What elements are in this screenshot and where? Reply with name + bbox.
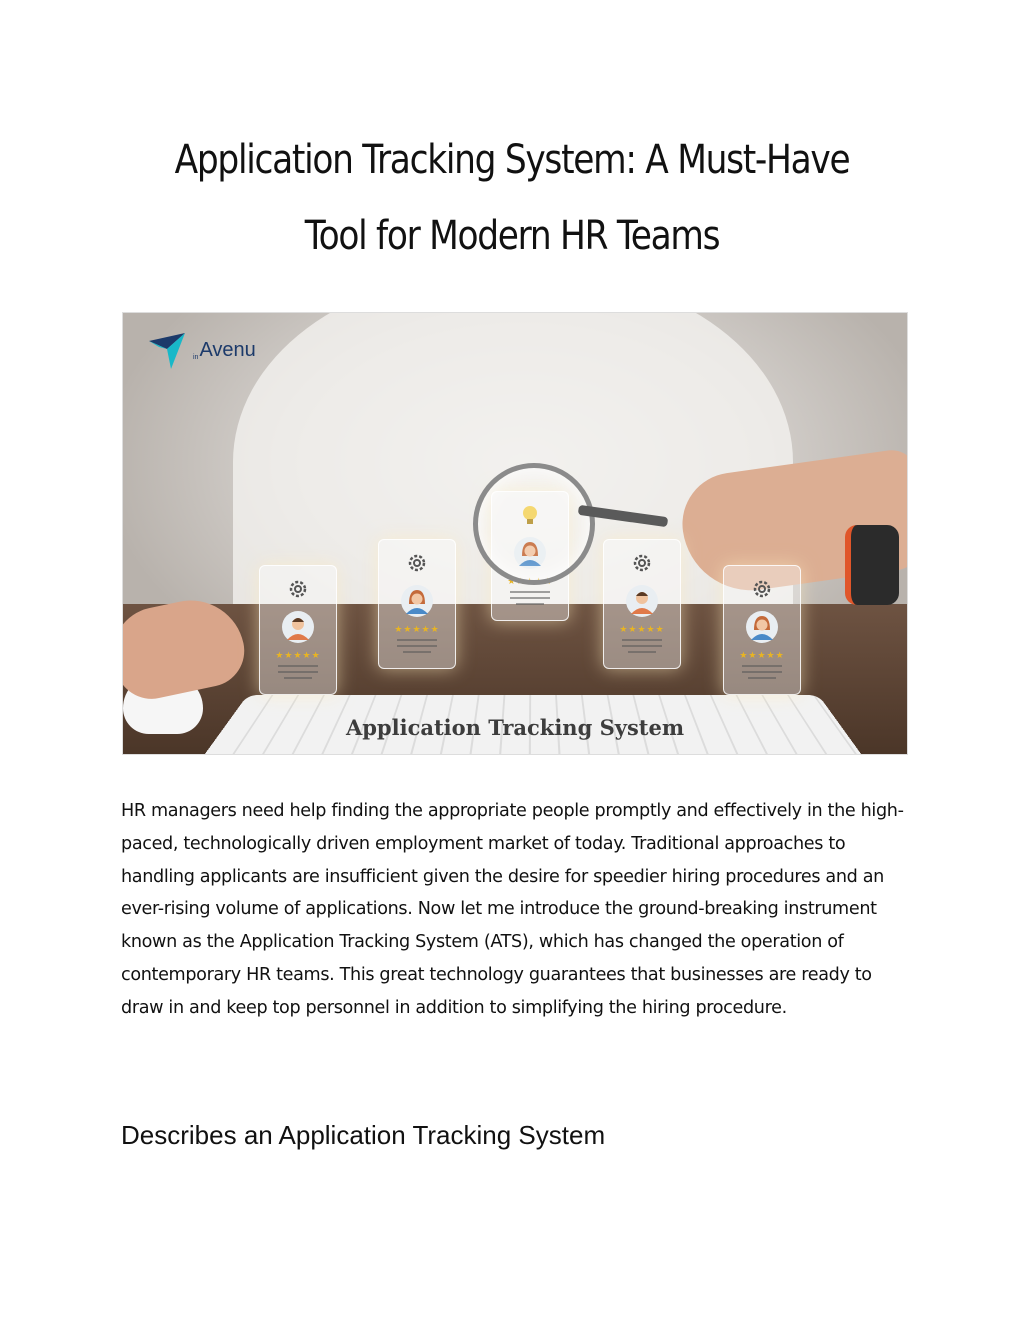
rating-stars: ★★★★★ — [507, 576, 553, 586]
rating-stars: ★★★★★ — [275, 650, 321, 660]
text-line — [748, 677, 776, 679]
text-line — [510, 591, 550, 593]
text-line — [628, 651, 656, 653]
female-avatar-icon — [745, 610, 779, 644]
gear-icon — [749, 576, 775, 602]
text-line — [510, 597, 550, 599]
text-line — [742, 671, 782, 673]
male-avatar-icon — [625, 584, 659, 618]
text-line — [397, 639, 437, 641]
rating-stars: ★★★★★ — [394, 624, 440, 634]
female-avatar-icon — [400, 584, 434, 618]
text-line — [284, 677, 312, 679]
avenu-logo — [145, 327, 256, 373]
text-line — [622, 645, 662, 647]
logo-name: Avenu — [199, 338, 256, 361]
section-heading: Describes an Application Tracking System — [121, 1120, 606, 1150]
candidate-card — [723, 565, 801, 695]
gear-icon — [404, 550, 430, 576]
candidate-card — [603, 539, 681, 669]
document-title: Application Tracking System: A Must-Have Tool for Modern HR Teams — [174, 137, 850, 259]
intro-paragraph: HR managers need help finding the appropriate people promptly and effectively in the high-paced, technologically driven employment market of today. Traditional approaches to handling applicants are insufficient given the desire for speedier hiring procedures and an ever-rising volume of applications. Now let me introduce the ground-breaking instrument known as the Application Tracking System (ATS), which has changed the operation of contemporary HR teams. This great technology guarantees that businesses are ready to draw in and keep top personnel in addition to simplifying the hiring procedure. — [121, 801, 904, 1018]
candidate-card — [378, 539, 456, 669]
magnifying-glass-icon — [473, 463, 595, 585]
hero-caption: Application Tracking System — [345, 715, 685, 740]
text-line — [278, 665, 318, 667]
gear-icon — [285, 576, 311, 602]
text-line — [516, 603, 544, 605]
avenu-logo-mark-icon — [145, 327, 191, 373]
text-line — [622, 639, 662, 641]
rating-stars: ★★★★★ — [619, 624, 665, 634]
male-avatar-icon — [281, 610, 315, 644]
hero-image — [122, 312, 908, 755]
gear-icon — [629, 550, 655, 576]
rating-stars: ★★★★★ — [739, 650, 785, 660]
candidate-card — [259, 565, 337, 695]
wristwatch-image — [845, 525, 899, 605]
text-line — [397, 645, 437, 647]
text-line — [742, 665, 782, 667]
logo-prefix: in — [193, 353, 199, 361]
text-line — [278, 671, 318, 673]
text-line — [403, 651, 431, 653]
